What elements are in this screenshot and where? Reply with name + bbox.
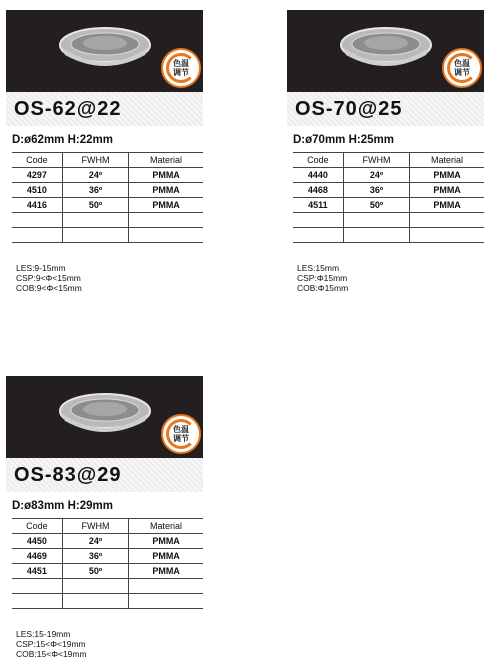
model-title-box (287, 92, 484, 126)
cell-fwhm: 24º (62, 534, 128, 549)
cell-material: PMMA (129, 534, 203, 549)
cell-material: PMMA (129, 183, 203, 198)
note-line: COB:9<Φ<15mm (16, 283, 82, 293)
source-notes (297, 263, 484, 293)
color-temp-adjust-badge (442, 48, 482, 88)
header-material: Material (410, 153, 484, 168)
table-header-row (12, 519, 203, 534)
cell-code: 4511 (293, 198, 343, 213)
note-line: CSP:9<Φ<15mm (16, 273, 81, 283)
product-photo (6, 376, 203, 458)
header-code: Code (12, 519, 62, 534)
model-title-box (6, 92, 203, 126)
table-row (293, 213, 484, 228)
spec-table (12, 152, 203, 243)
lens-image (59, 25, 151, 71)
table-row (12, 228, 203, 243)
table-row (293, 198, 484, 213)
cell-fwhm (62, 579, 128, 594)
cell-material: PMMA (410, 168, 484, 183)
cell-material (129, 228, 203, 243)
cell-material: PMMA (410, 183, 484, 198)
cell-fwhm (62, 228, 128, 243)
cell-code (12, 213, 62, 228)
cell-fwhm (343, 213, 409, 228)
note-line: LES:15mm (297, 263, 340, 273)
table-header-row (293, 153, 484, 168)
cell-material (129, 594, 203, 609)
cell-material: PMMA (129, 168, 203, 183)
header-code: Code (12, 153, 62, 168)
cell-code: 4451 (12, 564, 62, 579)
product-photo (287, 10, 484, 92)
cell-fwhm: 36º (62, 549, 128, 564)
cell-material (129, 213, 203, 228)
cell-material: PMMA (129, 564, 203, 579)
model-title: OS-83@29 (14, 463, 122, 486)
table-row (12, 534, 203, 549)
cell-fwhm: 50º (343, 198, 409, 213)
header-material: Material (129, 153, 203, 168)
table-row (12, 198, 203, 213)
table-row (293, 183, 484, 198)
header-fwhm: FWHM (62, 153, 128, 168)
cell-code: 4469 (12, 549, 62, 564)
table-header-row (12, 153, 203, 168)
table-row (12, 564, 203, 579)
cell-material: PMMA (129, 549, 203, 564)
table-row (293, 228, 484, 243)
cell-fwhm (343, 228, 409, 243)
product-card (6, 10, 203, 293)
dimensions: D:ø83mm H:29mm (12, 500, 113, 512)
dimensions: D:ø70mm H:25mm (293, 134, 394, 146)
cell-fwhm: 24º (62, 168, 128, 183)
model-title: OS-62@22 (14, 97, 122, 120)
header-material: Material (129, 519, 203, 534)
cell-fwhm (62, 594, 128, 609)
cell-material: PMMA (410, 198, 484, 213)
color-temp-adjust-badge (161, 414, 201, 454)
spec-table (293, 152, 484, 243)
table-row (12, 183, 203, 198)
cell-code (293, 228, 343, 243)
badge-line-1: 色温 (173, 425, 189, 434)
source-notes (16, 263, 203, 293)
cell-code (12, 594, 62, 609)
cell-fwhm: 36º (343, 183, 409, 198)
note-line: COB:Φ15mm (297, 283, 349, 293)
badge-line-1: 色温 (454, 59, 470, 68)
table-row (12, 213, 203, 228)
cell-code: 4297 (12, 168, 62, 183)
cell-fwhm: 36º (62, 183, 128, 198)
cell-code (293, 213, 343, 228)
model-title-box (6, 458, 203, 492)
header-fwhm: FWHM (343, 153, 409, 168)
cell-material (129, 579, 203, 594)
cell-material (410, 213, 484, 228)
model-title: OS-70@25 (295, 97, 403, 120)
table-row (12, 549, 203, 564)
badge-line-1: 色温 (173, 59, 189, 68)
color-temp-adjust-badge (161, 48, 201, 88)
spec-table (12, 518, 203, 609)
note-line: COB:15<Φ<19mm (16, 649, 87, 659)
header-code: Code (293, 153, 343, 168)
table-row (12, 594, 203, 609)
table-row (12, 168, 203, 183)
dimensions: D:ø62mm H:22mm (12, 134, 113, 146)
note-line: CSP:15<Φ<19mm (16, 639, 86, 649)
cell-code: 4440 (293, 168, 343, 183)
table-row (12, 579, 203, 594)
cell-fwhm: 50º (62, 198, 128, 213)
note-line: LES:9-15mm (16, 263, 66, 273)
cell-fwhm (62, 213, 128, 228)
cell-code: 4468 (293, 183, 343, 198)
cell-fwhm: 24º (343, 168, 409, 183)
cell-code (12, 228, 62, 243)
lens-image (59, 391, 151, 437)
product-card (6, 376, 203, 659)
product-card (287, 10, 484, 293)
table-row (293, 168, 484, 183)
badge-line-2: 调节 (173, 68, 189, 77)
note-line: LES:15-19mm (16, 629, 71, 639)
source-notes (16, 629, 203, 659)
cell-code: 4416 (12, 198, 62, 213)
badge-line-2: 调节 (454, 68, 470, 77)
cell-code: 4510 (12, 183, 62, 198)
lens-image (340, 25, 432, 71)
cell-code (12, 579, 62, 594)
header-fwhm: FWHM (62, 519, 128, 534)
badge-line-2: 调节 (173, 434, 189, 443)
cell-code: 4450 (12, 534, 62, 549)
product-photo (6, 10, 203, 92)
note-line: CSP:Φ15mm (297, 273, 348, 283)
cell-material: PMMA (129, 198, 203, 213)
cell-material (410, 228, 484, 243)
cell-fwhm: 50º (62, 564, 128, 579)
